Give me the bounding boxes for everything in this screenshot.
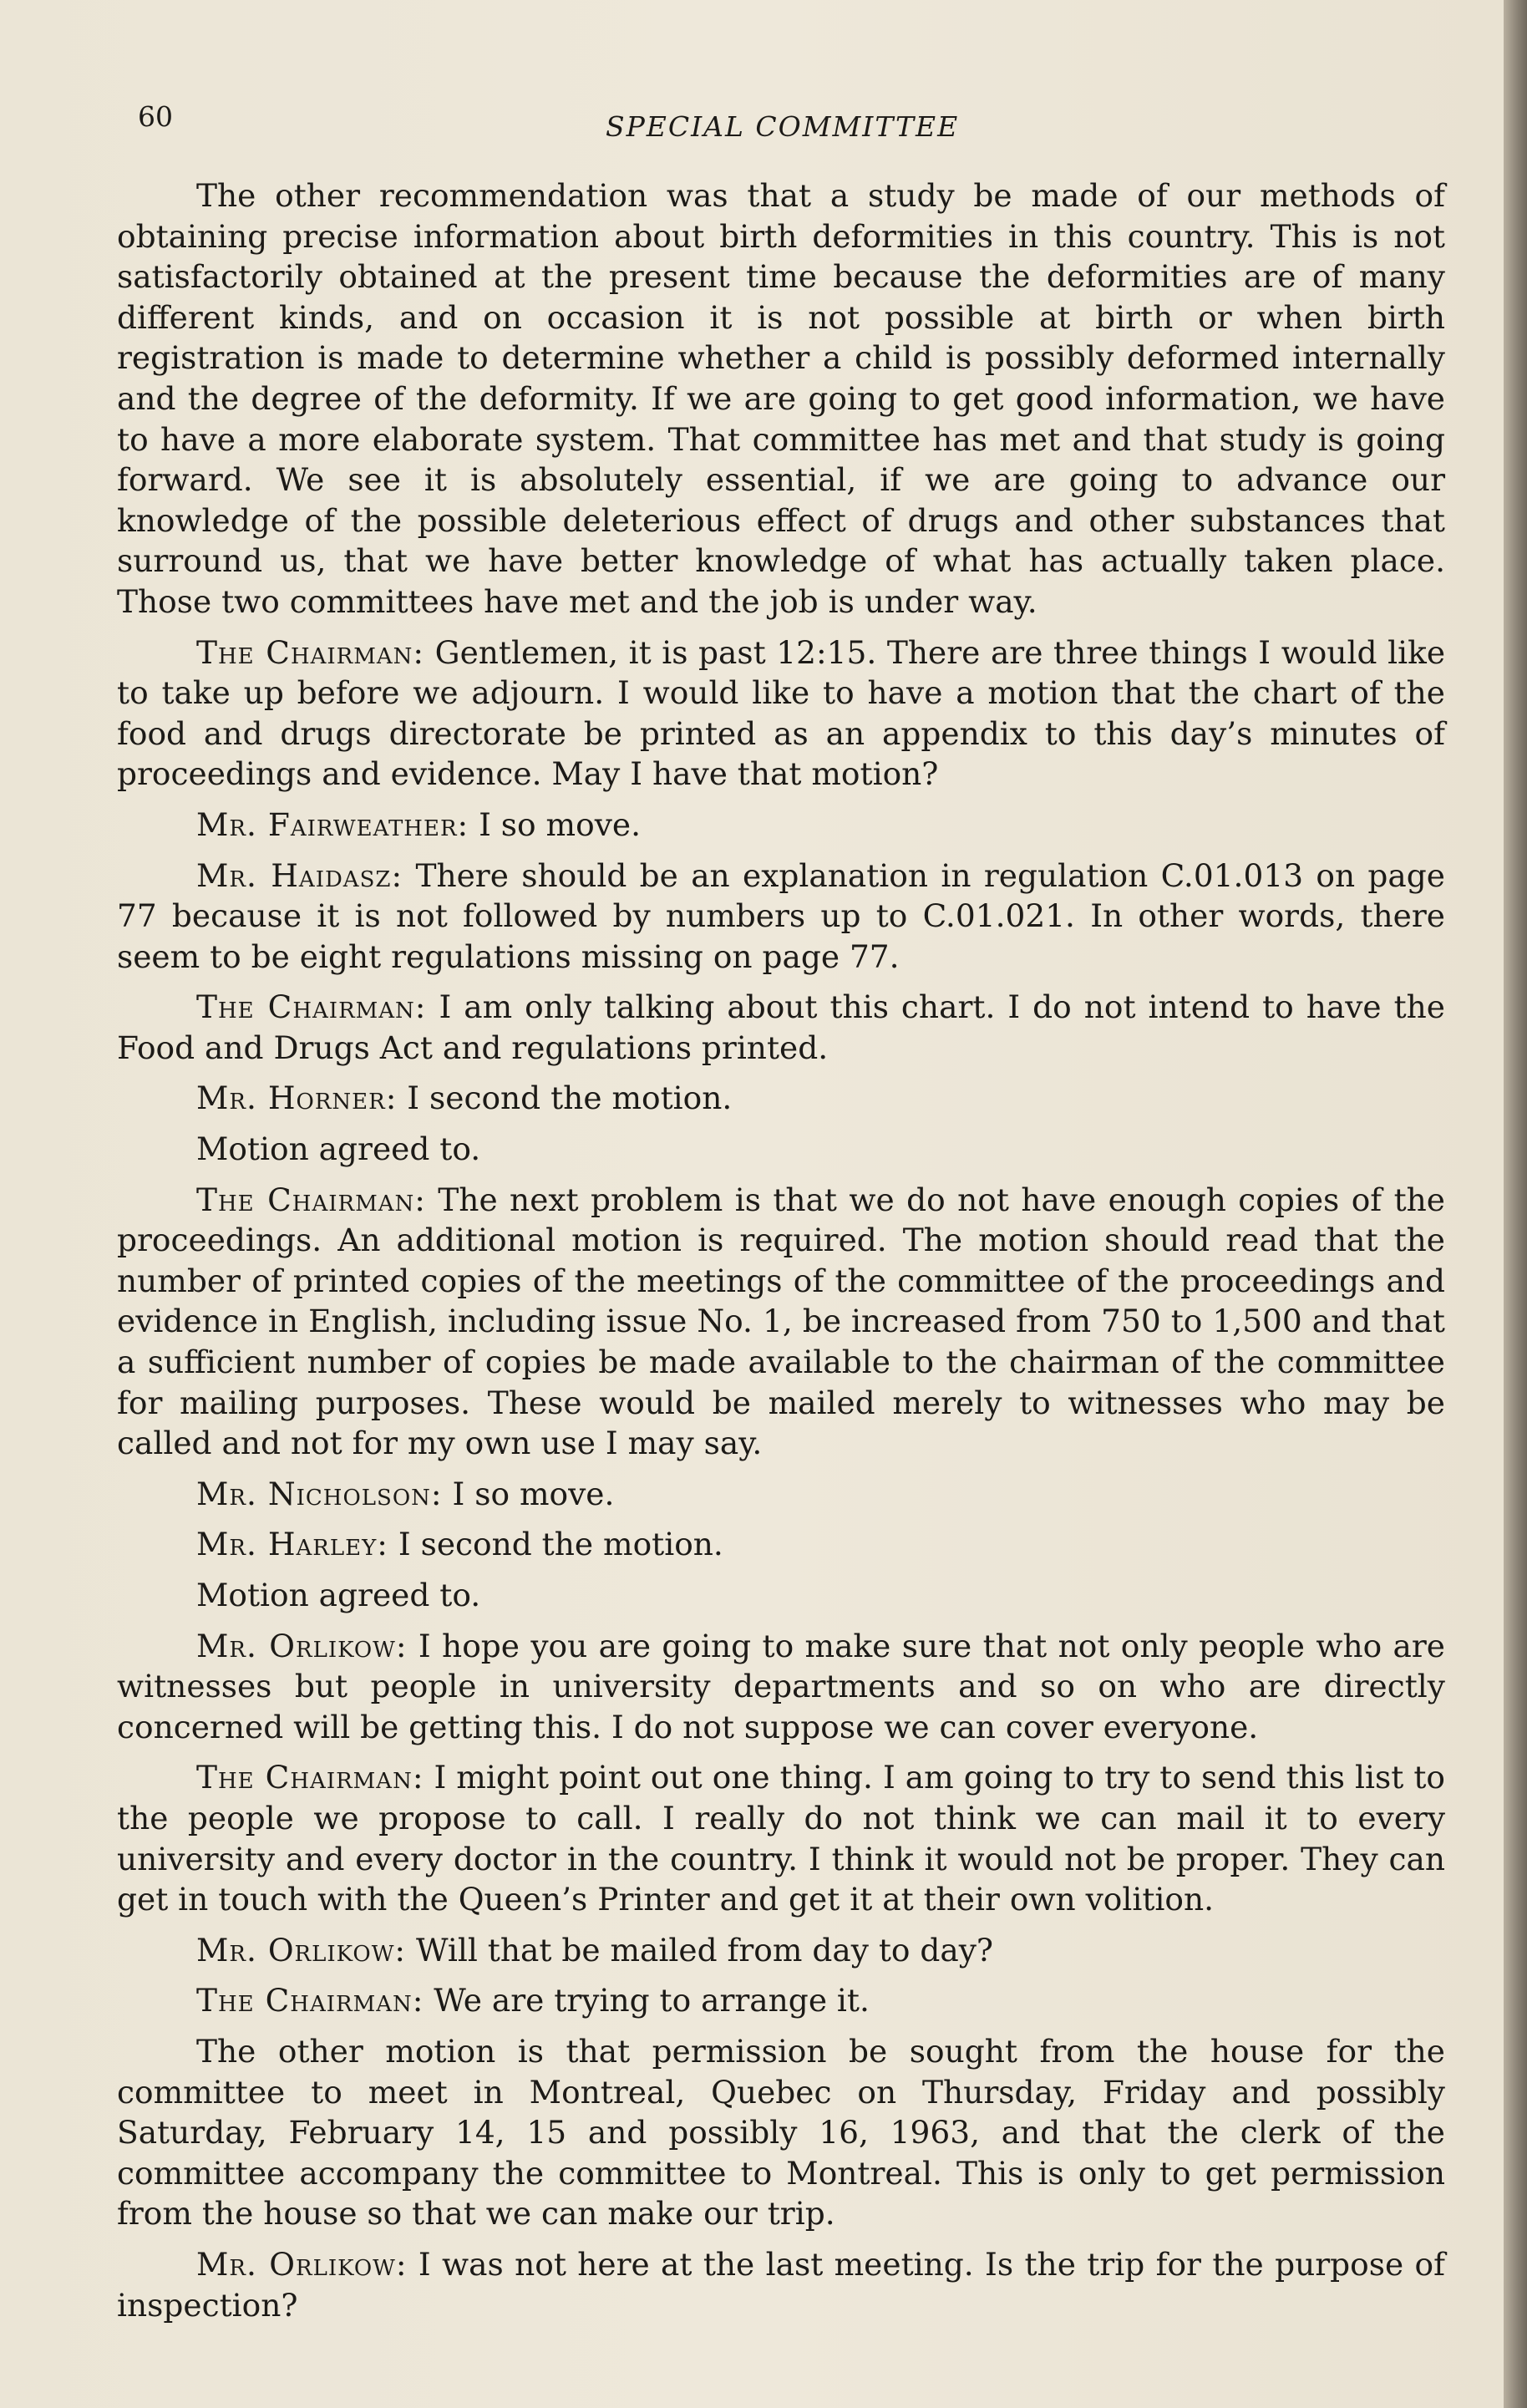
speaker-name: The Chairman: [196,633,425,671]
paragraph [117,1575,1445,1616]
paragraph-text: I was not here at the last meeting. Is the trip for the purpose of inspection? [117,2245,1445,2324]
paragraph-text: I so move. [479,805,641,843]
speaker-name: The Chairman: [196,1759,424,1796]
paragraph [117,632,1445,795]
paragraph-text: The other recommendation was that a study be made of our methods of obtaining precise information about birth deformities in this country. This is not satisfactorily obtained at the present time because the deformities are of many different kinds, and on occasion it is not possible at birth or when birth registration is made to determine whether a child is possibly deformed internally and the degree of the deformity. If we are going to get good information, we have to have a more elaborate system. That committee has met and that study is going forward. We see it is absolutely essential, if we are going to advance our knowledge of the possible deleterious effect of drugs and other substances that surround us, that we have better knowledge of what has actually taken place. Those two committees have met and the job is under way. [117,177,1445,620]
paragraph [117,175,1445,622]
speaker-name: Mr. Harley: [196,1526,388,1563]
paragraph-text: We are trying to arrange it. [434,1982,870,2019]
running-head [138,100,1445,150]
page-number: 60 [138,100,173,133]
paragraph [117,1474,1445,1515]
paragraph [117,1129,1445,1170]
speaker-name: The Chairman: [196,1982,424,2019]
paragraph [117,1180,1445,1464]
paragraph-text: There should be an explanation in regulation C.01.013 on page 77 because it is not followed by numbers up to C.01.021. In other words, there seem to be eight regulations missing on page 77. [117,856,1445,975]
paragraph-text: The next problem is that we do not have enough copies of the proceedings. An additional motion is required. The motion should read that the number of printed copies of the meetings of the committee of the proceedings and evidence in English, including issue No. 1, be increased from 750 to 1,500 and that a sufficient number of copies be made available to the chairman of the committee for mailing purposes. These would be mailed merely to witnesses who may be called and not for my own use I may say. [117,1181,1446,1462]
speaker-name: The Chairman: [196,988,427,1026]
paragraph [117,987,1445,1068]
paragraph-text: I might point out one thing. I am going to try to send this list to the people we propose to call. I really do not think we can mail it to every university and every doctor in the country. I think it would not be proper. They can get in touch with the Queen’s Printer and get it at their own volition. [117,1759,1445,1918]
speaker-name: Mr. Orlikow: [196,1627,408,1664]
paragraph [117,1930,1445,1971]
speaker-name: Mr. Fairweather: [196,805,469,843]
body-text [117,175,1445,2335]
paragraph [117,856,1445,978]
paragraph-text: The other motion is that permission be sought from the house for the committee to meet in Montreal, Quebec on Thursday, Friday and possibly Saturday, February 14, 15 and possibly 16, 1963, and that the clerk of the committee accompany the committee to Montreal. This is only to get permission from the house so that we can make our trip. [117,2032,1445,2233]
running-title: SPECIAL COMMITTEE [606,110,960,143]
paragraph [117,1980,1445,2021]
speaker-name: Mr. Nicholson: [196,1475,443,1512]
paragraph [117,1524,1445,1565]
paragraph-text: Motion agreed to. [196,1130,481,1168]
paragraph [117,2031,1445,2234]
paragraph-text: I second the motion. [407,1080,733,1117]
paragraph-text: I so move. [452,1475,615,1512]
speaker-name: The Chairman: [196,1181,426,1218]
paragraph-text: Gentlemen, it is past 12:15. There are three things I would like to take up before we adjourn. I would like to have a motion that the chart of the food and drugs directorate be printed as an appendix to this day’s minutes of proceedings and evidence. May I have that motion? [117,633,1446,793]
paragraph [117,2244,1445,2325]
speaker-name: Mr. Horner: [196,1080,398,1117]
paragraph-text: I hope you are going to make sure that not only people who are witnesses but people in university departments and so on who are directly concerned will be getting this. I do not suppose we can cover everyone. [117,1627,1445,1745]
speaker-name: Mr. Haidasz: [196,856,403,894]
paragraph-text: I am only talking about this chart. I do not intend to have the Food and Drugs Act and regulations printed. [117,988,1446,1066]
page-binding-edge [1504,0,1527,2408]
speaker-name: Mr. Orlikow: [196,1931,407,1969]
paragraph-text: Motion agreed to. [196,1577,481,1613]
paragraph-text: I second the motion. [398,1526,723,1563]
paragraph-text: Will that be mailed from day to day? [416,1931,994,1969]
paragraph [117,1626,1445,1748]
paragraph [117,805,1445,846]
paragraph [117,1757,1445,1919]
paragraph [117,1078,1445,1119]
speaker-name: Mr. Orlikow: [196,2245,408,2283]
